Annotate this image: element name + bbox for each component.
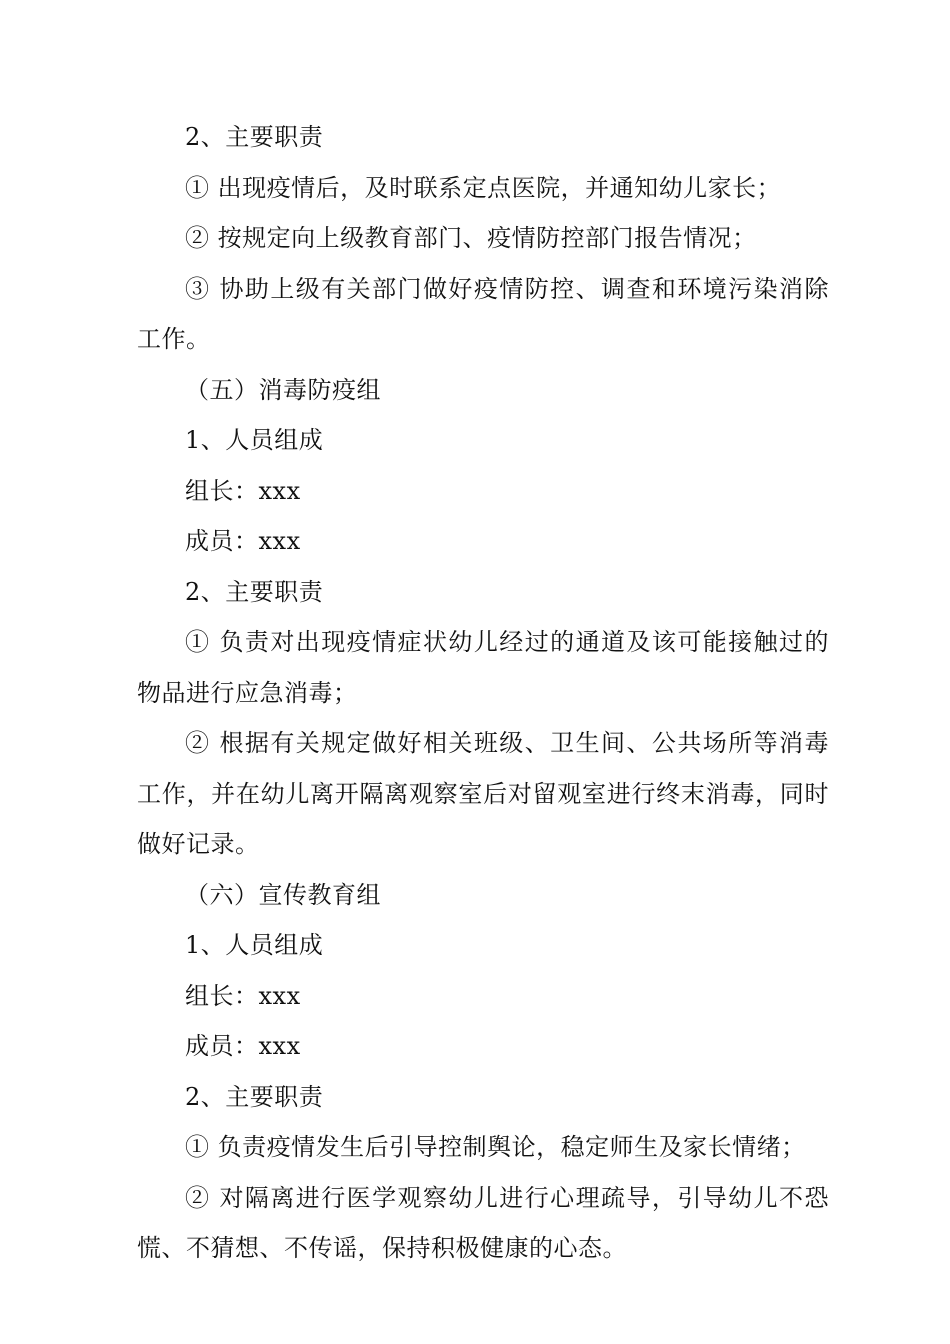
paragraph-duty-3-1: ① 负责疫情发生后引导控制舆论，稳定师生及家长情绪； xyxy=(185,1133,806,1161)
paragraph-duty-2-1: ① 负责对出现疫情症状幼儿经过的通道及该可能接触过的物品进行应急消毒； xyxy=(137,628,829,707)
paragraph-duty-1-1: ① 出现疫情后，及时联系定点医院，并通知幼儿家长； xyxy=(185,173,782,202)
paragraph-members-2: 成员：xxx xyxy=(185,1032,301,1060)
document-body xyxy=(137,112,829,1274)
paragraph-duties-heading-2: 2、主要职责 xyxy=(185,577,324,606)
section-heading-publicity-group: （六）宣传教育组 xyxy=(185,880,381,909)
paragraph-duty-3-2: ② 对隔离进行医学观察幼儿进行心理疏导，引导幼儿不恐慌、不猜想、不传谣，保持积极健康的心态。 xyxy=(137,1183,829,1262)
paragraph-leader-2: 组长：xxx xyxy=(185,981,301,1010)
paragraph-members-1: 成员：xxx xyxy=(185,527,301,555)
paragraph-duties-heading-1: 2、主要职责 xyxy=(185,123,324,151)
paragraph-duties-heading-3: 2、主要职责 xyxy=(185,1082,324,1111)
paragraph-members-heading-1: 1、人员组成 xyxy=(185,426,324,454)
paragraph-members-heading-2: 1、人员组成 xyxy=(185,931,324,959)
paragraph-duty-1-2: ② 按规定向上级教育部门、疫情防控部门报告情况； xyxy=(185,224,757,252)
section-heading-disinfection-group: （五）消毒防疫组 xyxy=(185,375,381,404)
paragraph-duty-1-3: ③ 协助上级有关部门做好疫情防控、调查和环境污染消除工作。 xyxy=(137,274,829,353)
paragraph-duty-2-2: ② 根据有关规定做好相关班级、卫生间、公共场所等消毒工作，并在幼儿离开隔离观察室后对留观室进行终末消毒，同时做好记录。 xyxy=(137,729,829,858)
paragraph-leader-1: 组长：xxx xyxy=(185,476,301,505)
